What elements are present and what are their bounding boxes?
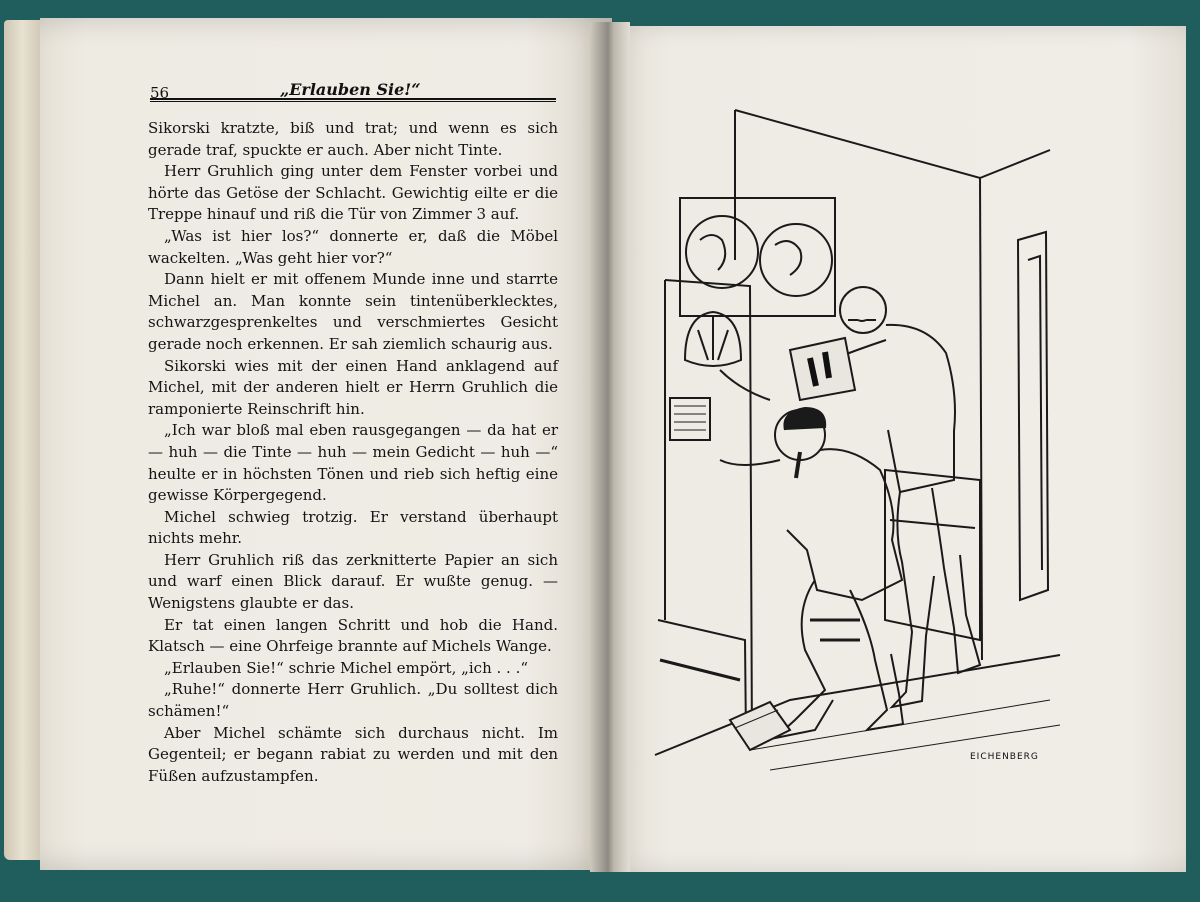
paragraph: Herr Gruhlich riß das zerknitterte Papier an sich und warf einen Blick darauf. Er wußte genug. — Wenigstens glaubte er das. [148, 550, 558, 613]
paragraph: Dann hielt er mit offenem Munde inne und starrte Michel an. Man konnte sein tintenüberklecktes, schwarzgesprenkeltes und verschmiertes Gesicht gerade noch erkennen. Er sah ziemlich schaurig aus. [148, 270, 558, 353]
paragraph: „Ich war bloß mal eben rausgegangen — da hat er — huh — die Tinte — huh — mein Gedicht — huh —“ heulte er in höchsten Tönen und rieb sich heftig eine gewisse Körpergegend. [148, 421, 558, 505]
paragraph: Michel schwieg trotzig. Er verstand überhaupt nichts mehr. [148, 507, 558, 548]
paragraph: Er tat einen langen Schritt und hob die Hand. Klatsch — eine Ohrfeige brannte auf Michels Wange. [148, 615, 558, 656]
body-text [148, 118, 558, 787]
ink-illustration [650, 100, 1070, 780]
paragraph: Herr Gruhlich ging unter dem Fenster vorbei und hörte das Getöse der Schlacht. Gewichtig eilte er die Treppe hinauf und riß die Tür von Zimmer 3 auf. [148, 162, 558, 224]
paragraph: „Was ist hier los?“ donnerte er, daß die Möbel wackelten. „Was geht hier vor?“ [148, 226, 558, 267]
paragraph: Aber Michel schämte sich durchaus nicht. Im Gegenteil; er begann rabiat zu werden und mit den Füßen aufzustampfen. [148, 723, 558, 785]
paragraph: „Erlauben Sie!“ schrie Michel empört, „ich . . .“ [164, 658, 529, 677]
paragraph: „Ruhe!“ donnerte Herr Gruhlich. „Du solltest dich schämen!“ [148, 680, 558, 721]
paragraph: Sikorski kratzte, biß und trat; und wenn es sich gerade traf, spuckte er auch. Aber nicht Tinte. [148, 119, 558, 159]
page-number: 56 [150, 84, 170, 102]
illustration-signature: EICHENBERG [970, 752, 1039, 762]
book-gutter [590, 22, 630, 872]
paragraph: Sikorski wies mit der einen Hand anklagend auf Michel, mit der anderen hielt er Herrn Gruhlich die ramponierte Reinschrift hin. [148, 356, 558, 418]
running-title: „Erlauben Sie!“ [280, 80, 421, 99]
running-head-rule [150, 98, 556, 102]
